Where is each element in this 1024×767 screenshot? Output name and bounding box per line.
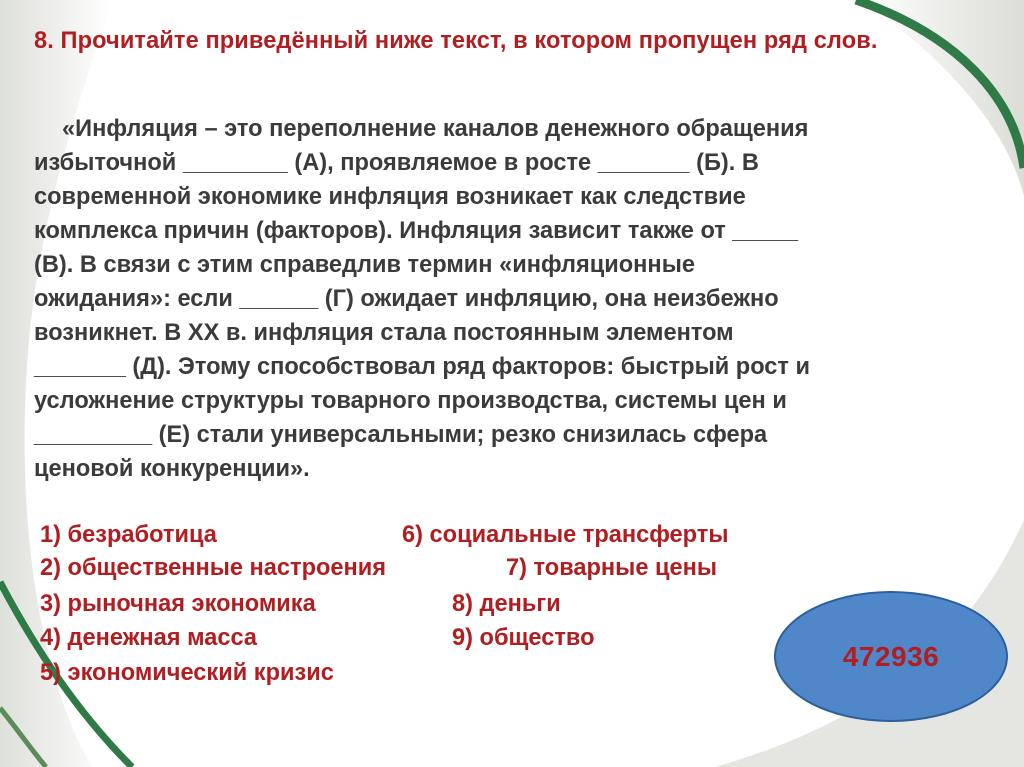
option-8: 8) деньги — [452, 591, 561, 617]
answer-text: 472936 — [842, 640, 940, 672]
passage-line: избыточной ________ (А), проявляемое в росте _______ (Б). В — [34, 150, 759, 176]
passage-line: _________ (Е) стали универсальными; резко снизилась сфера — [34, 422, 768, 448]
passage-line: ожидания»: если ______ (Г) ожидает инфляцию, она неизбежно — [34, 286, 779, 312]
passage-line: _______ (Д). Этому способствовал ряд факторов: быстрый рост и — [34, 354, 811, 380]
passage-line: «Инфляция – это переполнение каналов денежного обращения — [62, 116, 809, 142]
passage-line: усложнение структуры товарного производства, системы цен и — [34, 388, 787, 414]
passage-line: ценовой конкуренции». — [34, 456, 310, 482]
option-9: 9) общество — [452, 625, 595, 651]
passage-text — [34, 112, 994, 486]
question-heading: 8. Прочитайте приведённый ниже текст, в котором пропущен ряд слов. — [34, 28, 878, 54]
answer-badge — [774, 591, 1008, 722]
option-2: 2) общественные настроения — [40, 555, 387, 581]
option-6: 6) социальные трансферты — [402, 522, 729, 548]
option-4: 4) денежная масса — [40, 625, 258, 651]
passage-line: возникнет. В XX в. инфляция стала постоянным элементом — [34, 320, 734, 346]
option-3: 3) рыночная экономика — [40, 591, 316, 617]
option-5: 5) экономический кризис — [40, 660, 334, 686]
option-7: 7) товарные цены — [506, 555, 718, 581]
passage-line: современной экономике инфляция возникает как следствие — [34, 184, 746, 210]
option-1: 1) безработица — [40, 522, 217, 548]
passage-line: (В). В связи с этим справедлив термин «инфляционные — [34, 252, 695, 278]
passage-line: комплекса причин (факторов). Инфляция зависит также от _____ — [34, 218, 798, 244]
